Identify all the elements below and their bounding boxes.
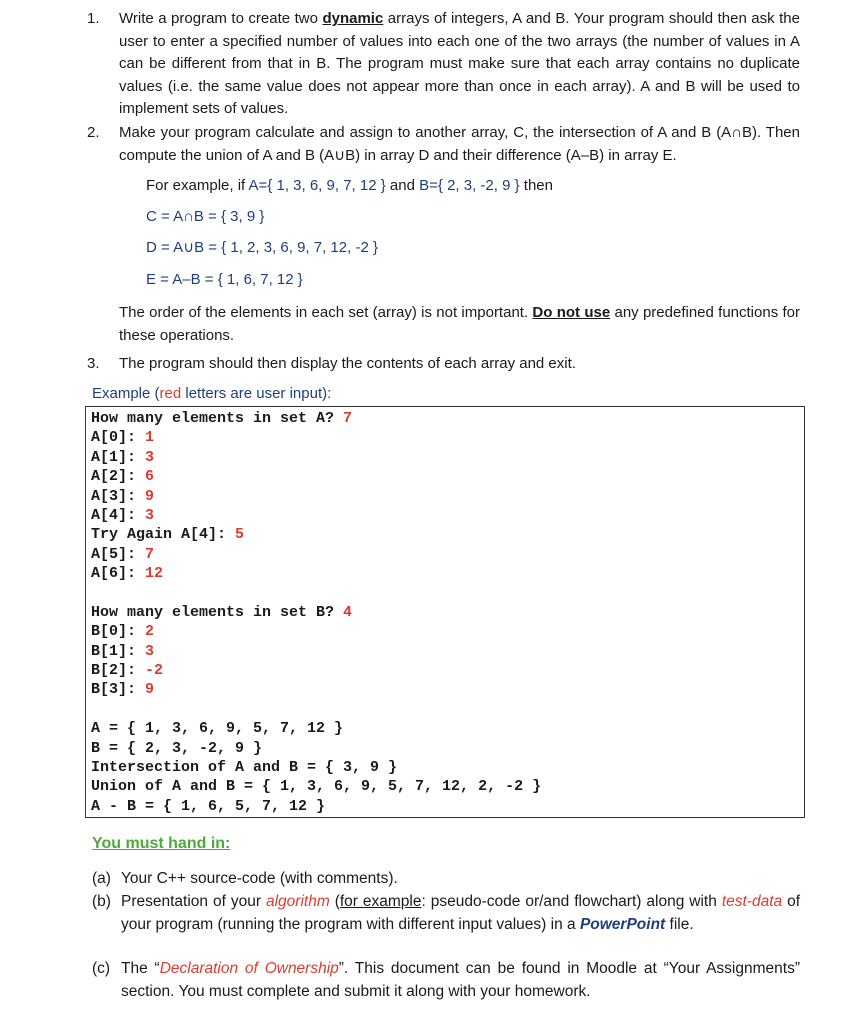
hand-in-a-text: Your C++ source-code (with comments). [121,870,398,887]
prompt: A[5]: [91,545,146,563]
order-note [90,302,800,347]
declaration-keyword: Declaration of Ownership [159,960,339,977]
result-line: Union of A and B = { 1, 3, 6, 9, 5, 7, 12, 2, -2 } [91,778,542,796]
intersection-example: C = A∩B = { 3, 9 } [146,208,265,225]
c-post: ”. This document can be found in Moodle at “Your Assignments” section. You must complete and submit it along with your homework. [121,960,800,1000]
do-not-use-keyword: Do not use [532,304,611,321]
item1-text-pre: Write a program to create two [119,10,323,27]
user-input: -2 [145,662,164,680]
result-line: A - B = { 1, 6, 5, 7, 12 } [91,797,326,815]
console-line [91,525,799,544]
user-input: 4 [343,603,353,621]
test-data-keyword: test-data [721,893,783,910]
result-line: A = { 1, 3, 6, 9, 5, 7, 12 } [91,720,344,738]
union-example: D = A∪B = { 1, 2, 3, 6, 9, 7, 12, -2 } [146,239,378,256]
example-set-a: A={ 1, 3, 6, 9, 7, 12 } [248,177,386,194]
example-label-post: letters are user input): [181,385,332,402]
example-label-pre: Example ( [92,385,160,402]
algorithm-keyword: algorithm [265,893,330,910]
console-output [85,406,805,818]
user-input: 9 [145,681,155,699]
prompt: A[1]: [91,448,146,466]
item-number: 3. [87,355,100,372]
user-input: 3 [145,506,155,524]
set-b-prompt: How many elements in set B? [91,603,344,621]
b-mid2: of your program (running the program with different input values) in a [121,893,801,933]
example-label [92,384,331,404]
item3-text: The program should then display the contents of each array and exit. [119,355,576,372]
prompt: B[2]: [91,662,146,680]
console-line [91,448,799,467]
console-line [91,622,799,641]
hand-in-item-a [92,868,800,891]
console-line [91,661,799,680]
console-line [91,409,799,428]
prompt: Try Again A[4]: [91,526,236,544]
prompt: B[0]: [91,623,146,641]
example-pre: For example, if [146,177,249,194]
item1-dynamic-keyword: dynamic [322,10,384,27]
user-input: 5 [235,526,245,544]
console-line [91,603,799,622]
item1-text-post: arrays of integers, A and B. Your program should then ask the user to enter a specified number of values into each one of the two arrays (the number of values in A can be different from that in B. The program must make sure that each array contains no duplicate values (i.e. the same value does not appear more than once in each array). A and B will be used to implement sets of values. [119,10,800,117]
example-sets-line [146,175,553,197]
prompt: A[6]: [91,565,146,583]
user-input: 2 [145,623,155,641]
user-input: 9 [145,487,155,505]
result-line: B = { 2, 3, -2, 9 } [91,739,263,757]
c-pre: The “ [121,960,160,977]
order-pre: The order of the elements in each set (array) is not important. [119,304,533,321]
console-line [91,564,799,583]
user-input: 6 [145,468,155,486]
b-sp: ( [329,893,340,910]
b-pre: Presentation of your [121,893,266,910]
user-input: 7 [145,545,155,563]
prompt: A[3]: [91,487,146,505]
difference-example: E = A–B = { 1, 6, 7, 12 } [146,271,303,288]
for-example-text: for example [339,893,422,910]
powerpoint-keyword: PowerPoint [579,915,666,933]
prompt: A[0]: [91,429,146,447]
item-label: (a) [92,870,111,887]
instruction-item-2 [87,122,800,167]
item-label: (b) [92,893,111,910]
item-number: 1. [87,10,100,27]
example-and: and [385,177,420,194]
user-input: 7 [343,410,353,427]
example-label-red: red [159,385,182,402]
user-input: 3 [145,448,155,466]
console-line [91,506,799,525]
hand-in-item-b [92,891,800,936]
order-post: any predefined functions for these operations. [119,304,800,344]
console-line [91,642,799,661]
blank-line [91,700,799,719]
result-line: Intersection of A and B = { 3, 9 } [91,759,398,777]
console-line [91,680,799,699]
instruction-item-3 [87,353,800,376]
b-mid: : pseudo-code or/and flowchart) along with [421,893,722,910]
prompt: A[2]: [91,468,146,486]
example-set-b: B={ 2, 3, -2, 9 } [419,177,520,194]
b-end: file. [665,915,694,933]
blank-line [91,584,799,603]
console-line [91,467,799,486]
item2-text: Make your program calculate and assign to another array, C, the intersection of A and B (A∩B). Then compute the union of A and B (A∪B) in array D and their difference (A–B) in array E. [119,124,800,164]
prompt: B[1]: [91,642,146,660]
prompt: A[4]: [91,506,146,524]
item-number: 2. [87,124,100,141]
console-line [91,428,799,447]
item-label: (c) [92,960,111,977]
instruction-item-1 [87,8,800,121]
example-then: then [519,177,553,194]
prompt: B[3]: [91,681,146,699]
user-input: 12 [145,565,164,583]
user-input: 1 [145,429,155,447]
hand-in-heading: You must hand in: [92,835,231,852]
user-input: 3 [145,642,155,660]
console-line [91,487,799,506]
set-a-prompt: How many elements in set A? [91,410,344,427]
hand-in-item-c [92,958,800,1003]
console-line [91,545,799,564]
